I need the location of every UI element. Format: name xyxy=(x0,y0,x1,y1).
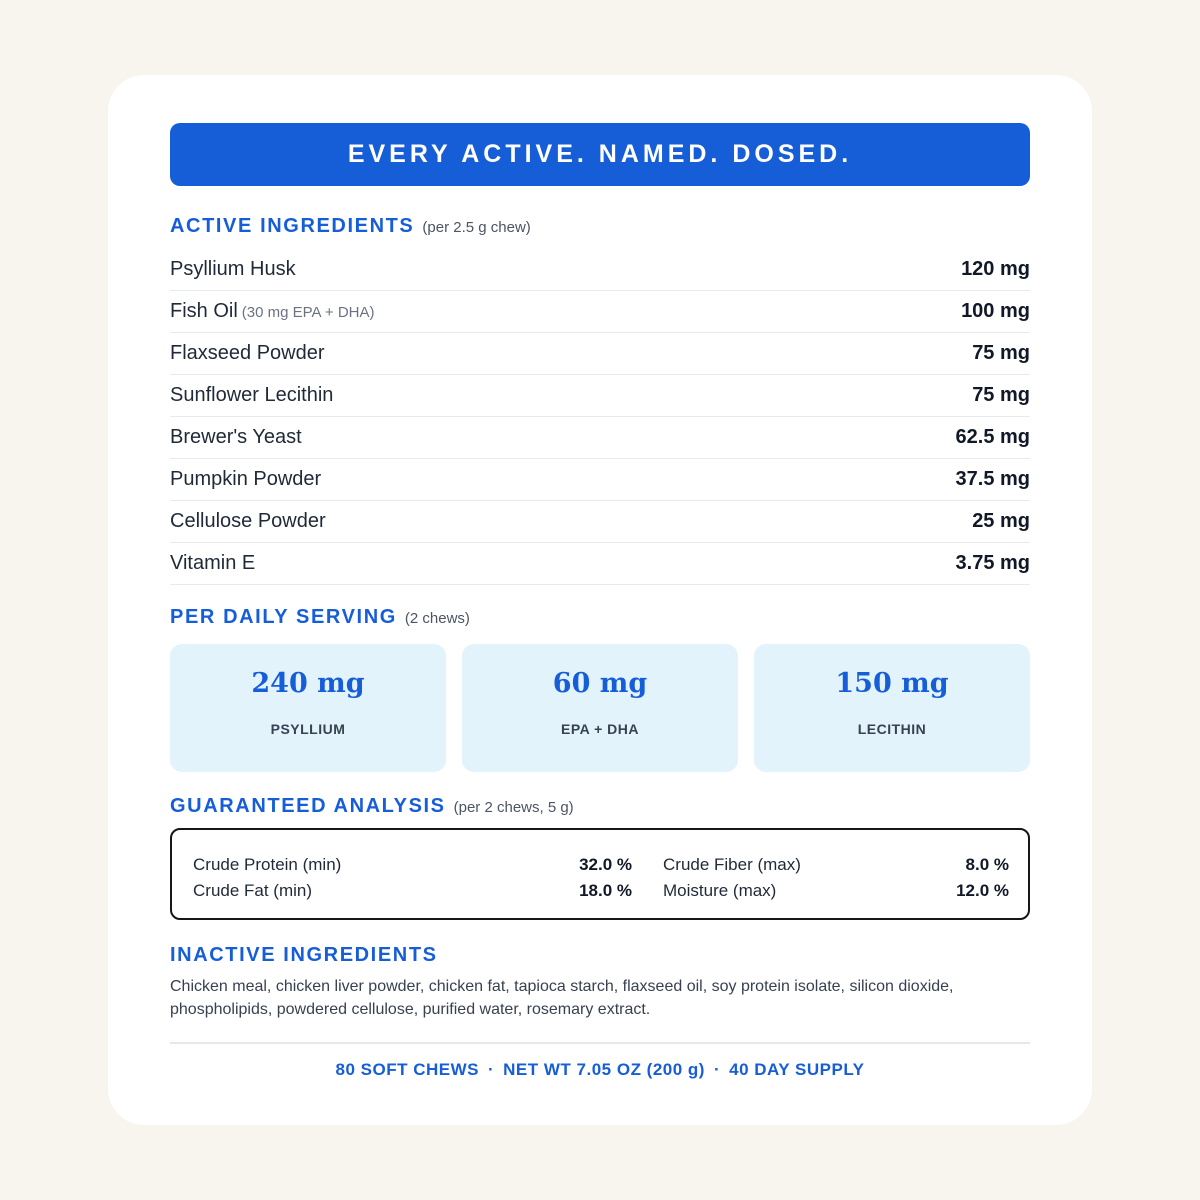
inactive-ingredients-title: INACTIVE INGREDIENTS xyxy=(170,944,438,966)
ingredient-row xyxy=(170,417,1030,459)
day-supply: 40 DAY SUPPLY xyxy=(729,1060,865,1079)
analysis-name: Crude Fiber (max) xyxy=(663,855,801,874)
analysis-grid xyxy=(193,854,1009,902)
ingredient-row xyxy=(170,501,1030,543)
guaranteed-analysis-box xyxy=(170,828,1030,920)
active-ingredients-header xyxy=(170,215,531,238)
serving-tile-epa-dha xyxy=(462,644,738,772)
ingredient-name: Cellulose Powder xyxy=(170,510,326,532)
chew-count: 80 SOFT CHEWS xyxy=(335,1060,479,1079)
active-ingredients-note: (per 2.5 g chew) xyxy=(422,219,531,236)
package-footer xyxy=(170,1060,1030,1080)
serving-label: PSYLLIUM xyxy=(270,721,346,737)
serving-value: 150 mg xyxy=(835,668,949,699)
ingredient-name: Vitamin E xyxy=(170,552,256,574)
serving-tile-psyllium xyxy=(170,644,446,772)
inactive-ingredients-text: Chicken meal, chicken liver powder, chicken fat, tapioca starch, flaxseed oil, soy protein isolate, silicon dioxide, phospholipids, powdered cellulose, purified water, rosemary extract. xyxy=(170,978,954,1018)
active-ingredients-title: ACTIVE INGREDIENTS xyxy=(170,215,415,237)
ingredient-row xyxy=(170,249,1030,291)
ingredient-amount: 3.75 mg xyxy=(955,552,1030,574)
footer-divider xyxy=(170,1042,1030,1044)
separator-dot: · xyxy=(713,1060,721,1079)
serving-label: LECITHIN xyxy=(857,721,927,737)
ingredient-amount: 37.5 mg xyxy=(955,468,1030,490)
net-weight: NET WT 7.05 OZ (200 g) xyxy=(503,1060,705,1079)
ingredient-row xyxy=(170,291,1030,333)
analysis-name: Crude Fat (min) xyxy=(193,881,313,900)
daily-serving-note: (2 chews) xyxy=(404,610,470,627)
active-ingredients-list xyxy=(170,249,1030,585)
daily-serving-header xyxy=(170,606,470,629)
ingredient-amount: 75 mg xyxy=(972,342,1030,364)
analysis-name: Moisture (max) xyxy=(663,881,777,900)
analysis-value: 12.0 % xyxy=(956,881,1009,900)
ingredient-row xyxy=(170,459,1030,501)
ingredient-name: Sunflower Lecithin xyxy=(170,384,334,406)
ingredient-row xyxy=(170,375,1030,417)
daily-serving-tiles xyxy=(170,644,1030,772)
guaranteed-analysis-header xyxy=(170,795,574,818)
serving-label: EPA + DHA xyxy=(560,721,639,737)
ingredient-amount: 120 mg xyxy=(961,258,1030,280)
analysis-value: 8.0 % xyxy=(965,855,1009,874)
ingredient-row xyxy=(170,543,1030,585)
ingredient-name: Pumpkin Powder xyxy=(170,468,322,490)
headline-banner: EVERY ACTIVE. NAMED. DOSED. xyxy=(170,123,1030,186)
ingredient-name: Fish Oil xyxy=(170,300,238,322)
supplement-facts-card xyxy=(108,75,1092,1125)
ingredient-name: Brewer's Yeast xyxy=(170,426,302,448)
guaranteed-analysis-note: (per 2 chews, 5 g) xyxy=(453,799,574,816)
daily-serving-title: PER DAILY SERVING xyxy=(170,606,397,628)
ingredient-name: Flaxseed Powder xyxy=(170,342,325,364)
ingredient-note: (30 mg EPA + DHA) xyxy=(241,304,375,321)
ingredient-amount: 100 mg xyxy=(961,300,1030,322)
serving-value: 240 mg xyxy=(251,668,365,699)
ingredient-row xyxy=(170,333,1030,375)
analysis-value: 18.0 % xyxy=(579,881,632,900)
ingredient-amount: 25 mg xyxy=(972,510,1030,532)
separator-dot: · xyxy=(487,1060,495,1079)
ingredient-amount: 62.5 mg xyxy=(955,426,1030,448)
ingredient-name: Psyllium Husk xyxy=(170,258,296,280)
inactive-ingredients-header xyxy=(170,944,438,967)
serving-tile-lecithin xyxy=(754,644,1030,772)
guaranteed-analysis-title: GUARANTEED ANALYSIS xyxy=(170,795,446,817)
analysis-name: Crude Protein (min) xyxy=(193,855,342,874)
analysis-value: 32.0 % xyxy=(579,855,632,874)
serving-value: 60 mg xyxy=(552,668,648,699)
ingredient-amount: 75 mg xyxy=(972,384,1030,406)
